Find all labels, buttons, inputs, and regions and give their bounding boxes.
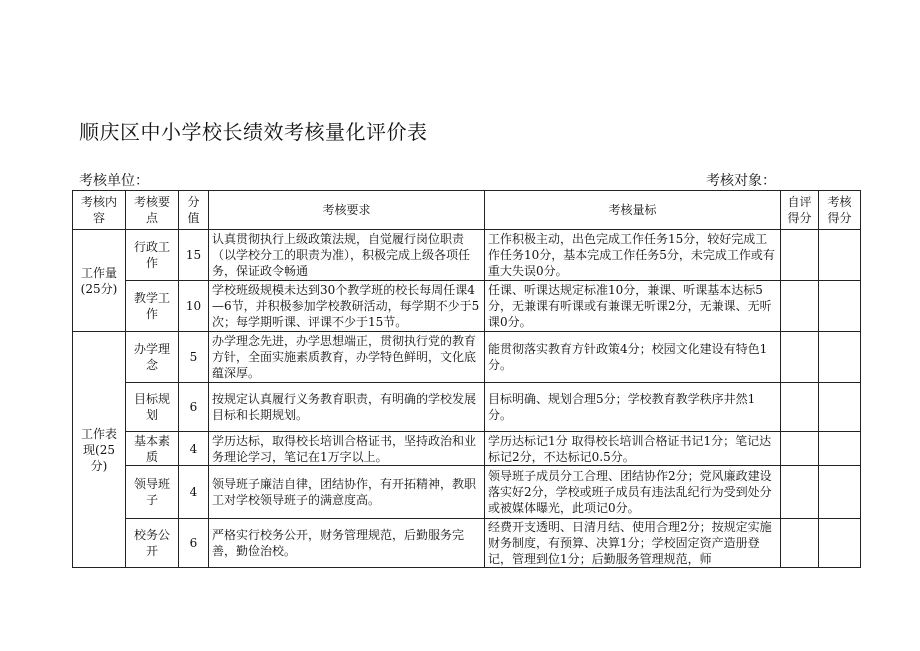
row-point: 教学工作: [126, 281, 179, 332]
page-title: 顺庆区中小学校长绩效考核量化评价表: [79, 120, 428, 144]
header-content: 考核内容: [73, 191, 126, 230]
row-score: 4: [179, 432, 209, 466]
table-row: [73, 432, 861, 466]
row-requirement: 学校班级规模未达到30个教学班的校长每周任课4—6节，并积极参加学校教研活动，每学期不少于5次；每学期听课、评课不少于15节。: [209, 281, 485, 332]
self-score-cell[interactable]: [781, 519, 819, 568]
assessment-unit-label: 考核单位：: [79, 173, 149, 189]
row-score: 5: [179, 332, 209, 383]
eval-score-cell[interactable]: [819, 230, 861, 281]
table-row: [73, 230, 861, 281]
header-criteria: 考核量标: [485, 191, 781, 230]
eval-score-cell[interactable]: [819, 332, 861, 383]
row-criteria: 经费开支透明、日清月结、使用合理2分；按规定实施财务制度，有预算、决算1分；学校固定资产造册登记，管理到位1分；后勤服务管理规范，师: [485, 519, 781, 568]
row-criteria: 能贯彻落实教育方针政策4分；校园文化建设有特色1分。: [485, 332, 781, 383]
row-criteria: 学历达标记1分 取得校长培训合格证书记1分；笔记达标记2分，不达标记0.5分。: [485, 432, 781, 466]
row-point: 办学理念: [126, 332, 179, 383]
row-requirement: 领导班子廉洁自律，团结协作，有开拓精神，教职工对学校领导班子的满意度高。: [209, 466, 485, 519]
eval-score-cell[interactable]: [819, 281, 861, 332]
assessment-target-label: 考核对象：: [706, 173, 776, 189]
header-points: 考核要点: [126, 191, 179, 230]
self-score-cell[interactable]: [781, 281, 819, 332]
self-score-cell[interactable]: [781, 332, 819, 383]
header-self-score: 自评得分: [781, 191, 819, 230]
row-score: 4: [179, 466, 209, 519]
row-point: 行政工作: [126, 230, 179, 281]
row-criteria: 工作积极主动，出色完成工作任务15分，较好完成工作任务10分，基本完成工作任务5分，未完成工作或有重大失误0分。: [485, 230, 781, 281]
row-requirement: 办学理念先进，办学思想端正，贯彻执行党的教育方针，全面实施素质教育，办学特色鲜明，文化底蕴深厚。: [209, 332, 485, 383]
row-point: 基本素质: [126, 432, 179, 466]
table-row: [73, 383, 861, 432]
row-requirement: 按规定认真履行义务教育职责，有明确的学校发展目标和长期规划。: [209, 383, 485, 432]
table-row: [73, 466, 861, 519]
self-score-cell[interactable]: [781, 432, 819, 466]
row-score: 6: [179, 519, 209, 568]
row-requirement: 学历达标，取得校长培训合格证书，坚持政治和业务理论学习，笔记在1万字以上。: [209, 432, 485, 466]
self-score-cell[interactable]: [781, 230, 819, 281]
eval-score-cell[interactable]: [819, 383, 861, 432]
self-score-cell[interactable]: [781, 383, 819, 432]
table-row: [73, 332, 861, 383]
row-point: 目标规划: [126, 383, 179, 432]
evaluation-table: [72, 190, 861, 568]
row-criteria: 领导班子成员分工合理、团结协作2分；党风廉政建设落实好2分，学校或班子成员有违法乱纪行为受到处分或被媒体曝光，此项记0分。: [485, 466, 781, 519]
row-score: 15: [179, 230, 209, 281]
table-row: [73, 519, 861, 568]
eval-score-cell[interactable]: [819, 519, 861, 568]
row-criteria: 任课、听课达规定标准10分，兼课、听课基本达标5分，无兼课有听课或有兼课无听课2分，无兼课、无听课0分。: [485, 281, 781, 332]
category-workload: 工作量(25分): [73, 230, 126, 332]
row-point: 校务公开: [126, 519, 179, 568]
table-header-row: [73, 191, 861, 230]
header-requirement: 考核要求: [209, 191, 485, 230]
eval-score-cell[interactable]: [819, 432, 861, 466]
row-score: 10: [179, 281, 209, 332]
row-criteria: 目标明确、规划合理5分；学校教育教学秩序井然1分。: [485, 383, 781, 432]
header-eval-score: 考核得分: [819, 191, 861, 230]
row-point: 领导班子: [126, 466, 179, 519]
self-score-cell[interactable]: [781, 466, 819, 519]
header-score: 分值: [179, 191, 209, 230]
row-requirement: 认真贯彻执行上级政策法规，自觉履行岗位职责（以学校分工的职责为准），积极完成上级各项任务，保证政令畅通: [209, 230, 485, 281]
table-row: [73, 281, 861, 332]
row-score: 6: [179, 383, 209, 432]
eval-score-cell[interactable]: [819, 466, 861, 519]
row-requirement: 严格实行校务公开，财务管理规范，后勤服务完善，勤俭治校。: [209, 519, 485, 568]
category-performance: 工作表现(25分): [73, 332, 126, 568]
